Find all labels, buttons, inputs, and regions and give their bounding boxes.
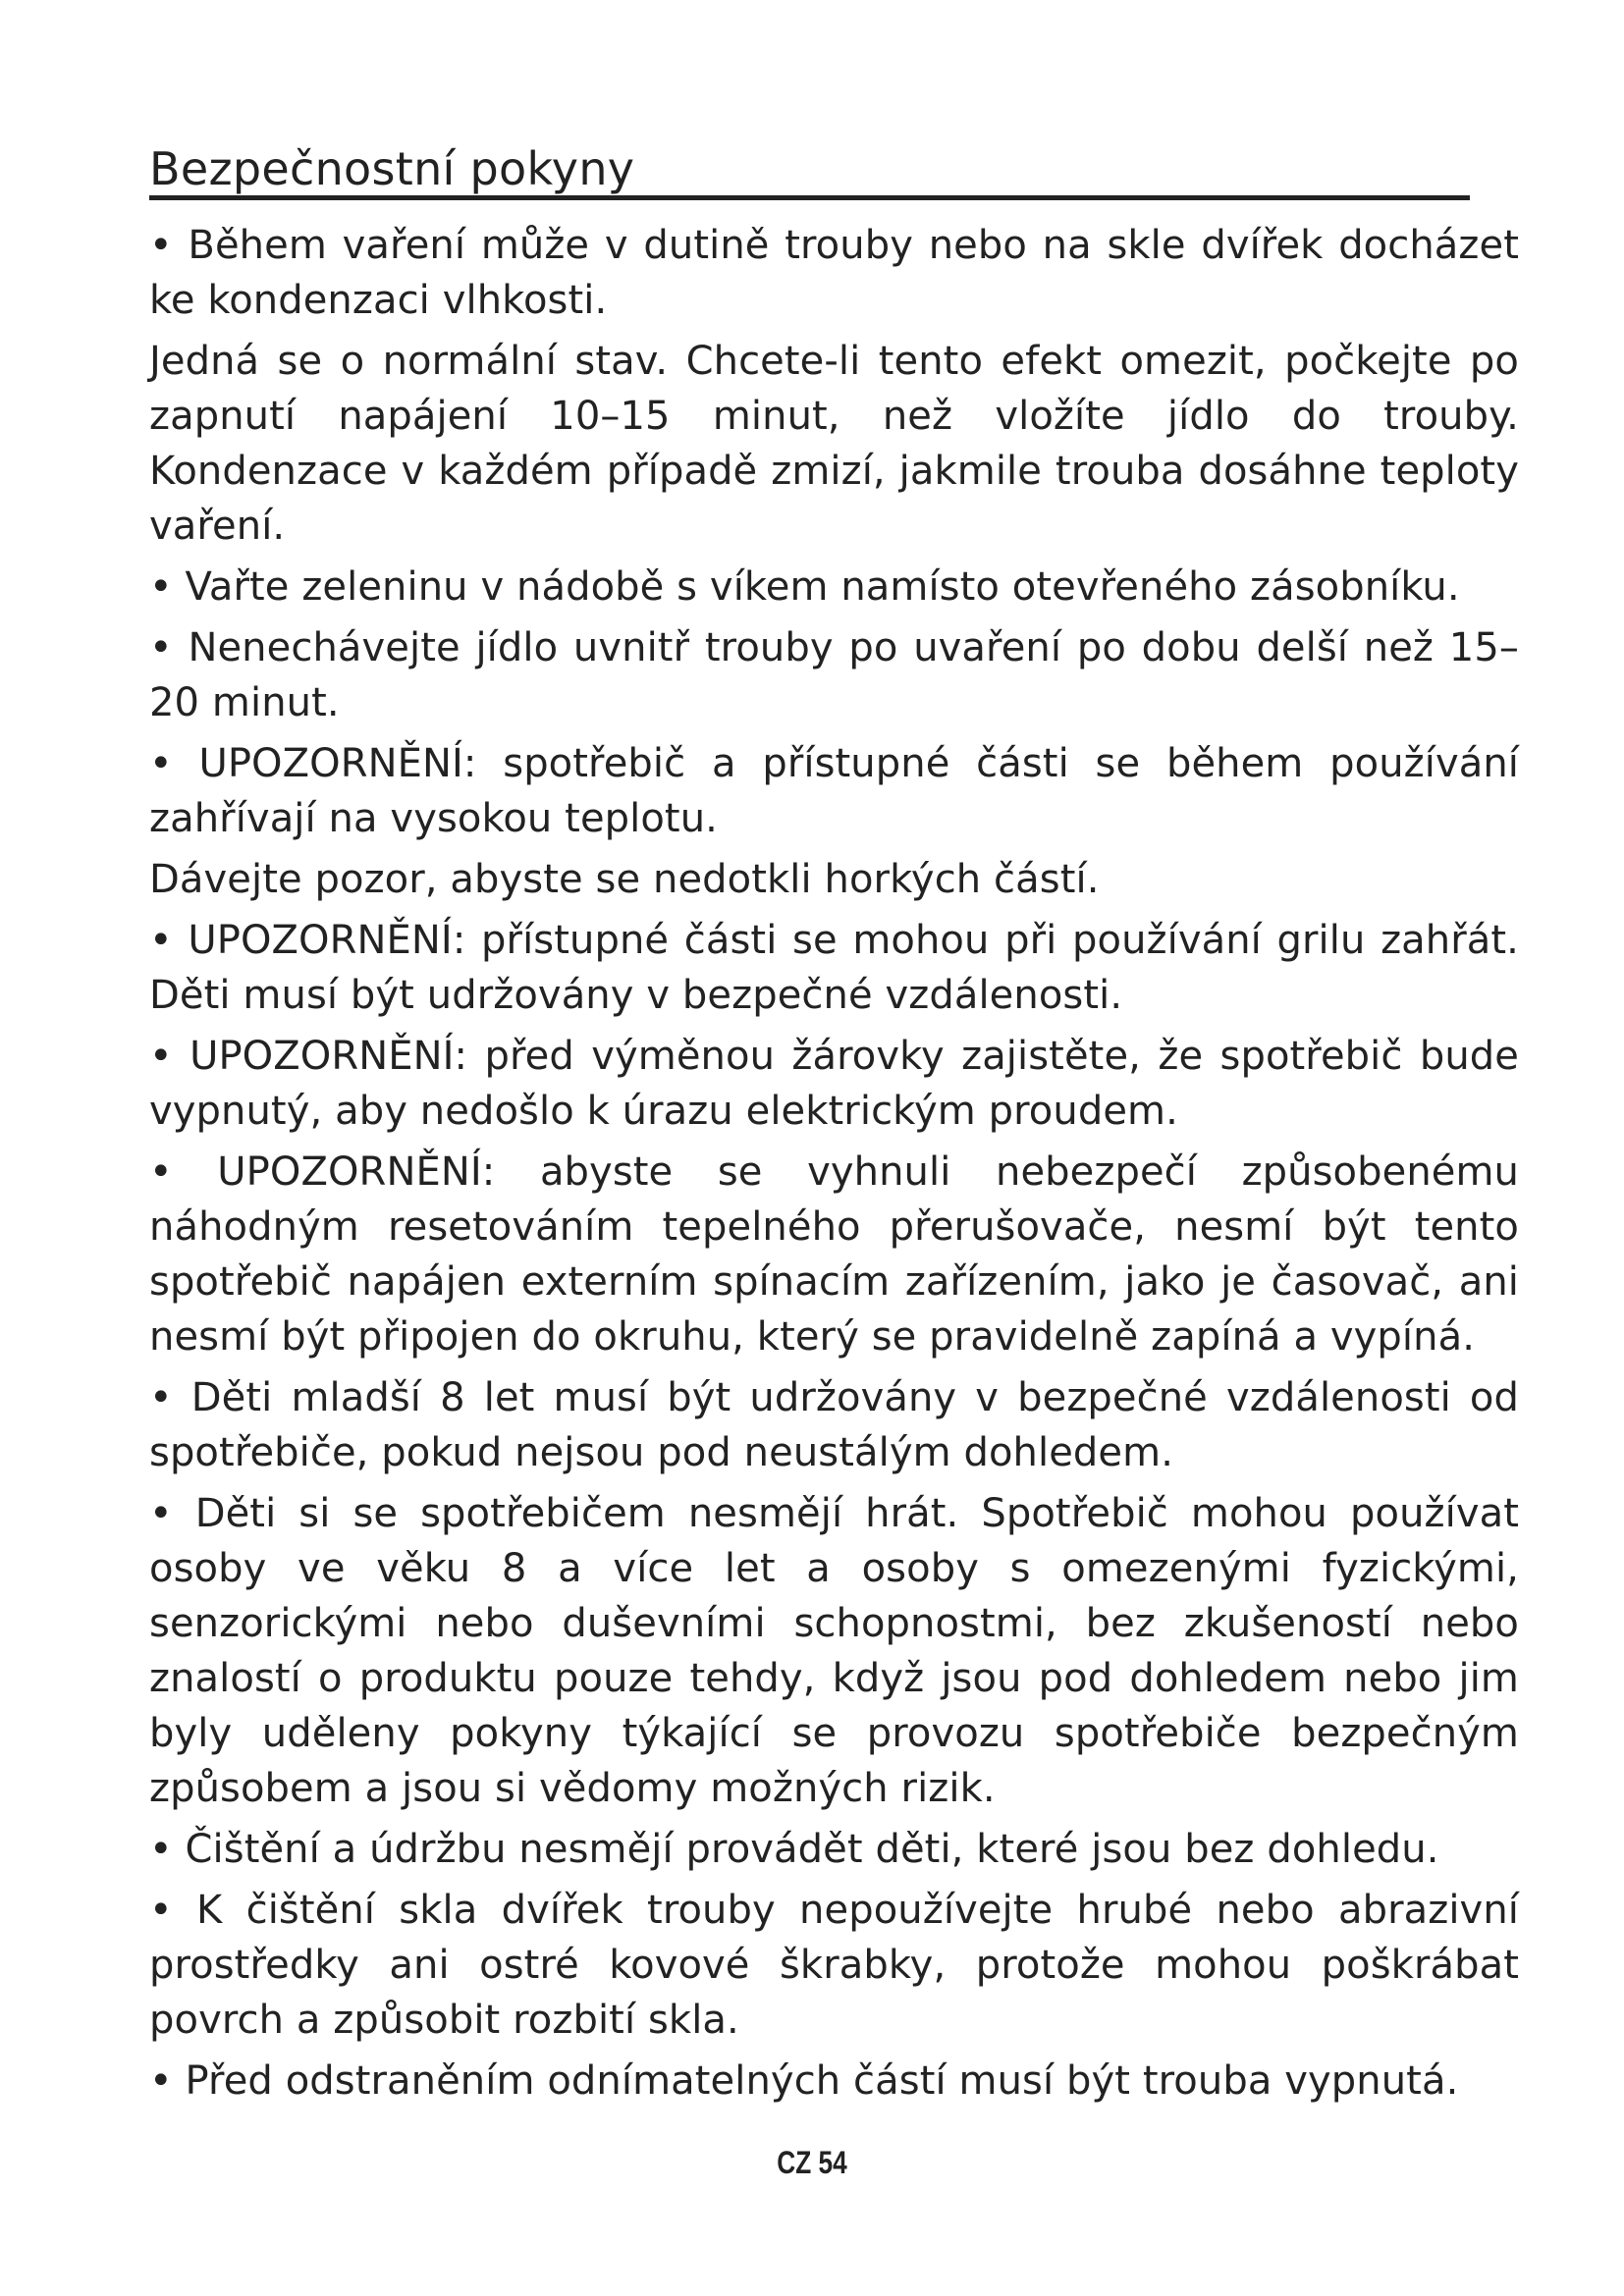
paragraph: Dávejte pozor, abyste se nedotkli horkých částí.	[149, 857, 1100, 902]
paragraph: • UPOZORNĚNÍ: přístupné části se mohou při používání grilu zahřát. Děti musí být udržovány v bezpečné vzdálenosti.	[149, 918, 1519, 1018]
paragraph: • Děti si se spotřebičem nesmějí hrát. Spotřebič mohou používat osoby ve věku 8 a více let a osoby s omezenými fyzickými, senzorickými nebo duševními schopnostmi, bez zkušeností nebo znalostí o produktu pouze tehdy, když jsou pod dohledem nebo jim byly uděleny pokyny týkající se provozu spotřebiče bezpečným způsobem a jsou si vědomy možných rizik.	[149, 1491, 1519, 1811]
page-number: CZ 54	[777, 2145, 847, 2180]
paragraph: • UPOZORNĚNÍ: před výměnou žárovky zajistěte, že spotřebič bude vypnutý, aby nedošlo k úrazu elektrickým proudem.	[149, 1034, 1519, 1134]
paragraph: • Nenechávejte jídlo uvnitř trouby po uvaření po dobu delší než 15–20 minut.	[149, 625, 1519, 725]
paragraph: • UPOZORNĚNÍ: abyste se vyhnuli nebezpečí způsobenému náhodným resetováním tepelného přerušovače, nesmí být tento spotřebič napájen externím spínacím zařízením, jako je časovač, ani nesmí být připojen do okruhu, který se pravidelně zapíná a vypíná.	[149, 1149, 1519, 1360]
paragraph: • Děti mladší 8 let musí být udržovány v bezpečné vzdálenosti od spotřebiče, pokud nejsou pod neustálým dohledem.	[149, 1375, 1519, 1475]
section-heading: Bezpečnostní pokyny	[149, 142, 635, 195]
paragraph: Jedná se o normální stav. Chcete-li tento efekt omezit, počkejte po zapnutí napájení 10–15 minut, než vložíte jídlo do trouby. Kondenzace v každém případě zmizí, jakmile trouba dosáhne teploty vaření.	[149, 339, 1519, 549]
heading-underline	[149, 195, 1470, 200]
safety-instructions-body	[149, 218, 1519, 2114]
paragraph: • Čištění a údržbu nesmějí provádět děti, které jsou bez dohledu.	[149, 1827, 1439, 1872]
paragraph: • Vařte zeleninu v nádobě s víkem namísto otevřeného zásobníku.	[149, 564, 1460, 610]
paragraph: • Během vaření může v dutině trouby nebo na skle dvířek docházet ke kondenzaci vlhkosti.	[149, 223, 1519, 323]
paragraph: • UPOZORNĚNÍ: spotřebič a přístupné části se během používání zahřívají na vysokou teplotu.	[149, 741, 1519, 841]
paragraph: • K čištění skla dvířek trouby nepoužívejte hrubé nebo abrazivní prostředky ani ostré kovové škrabky, protože mohou poškrábat povrch a způsobit rozbití skla.	[149, 1888, 1519, 2043]
paragraph: • Před odstraněním odnímatelných částí musí být trouba vypnutá.	[149, 2058, 1459, 2104]
